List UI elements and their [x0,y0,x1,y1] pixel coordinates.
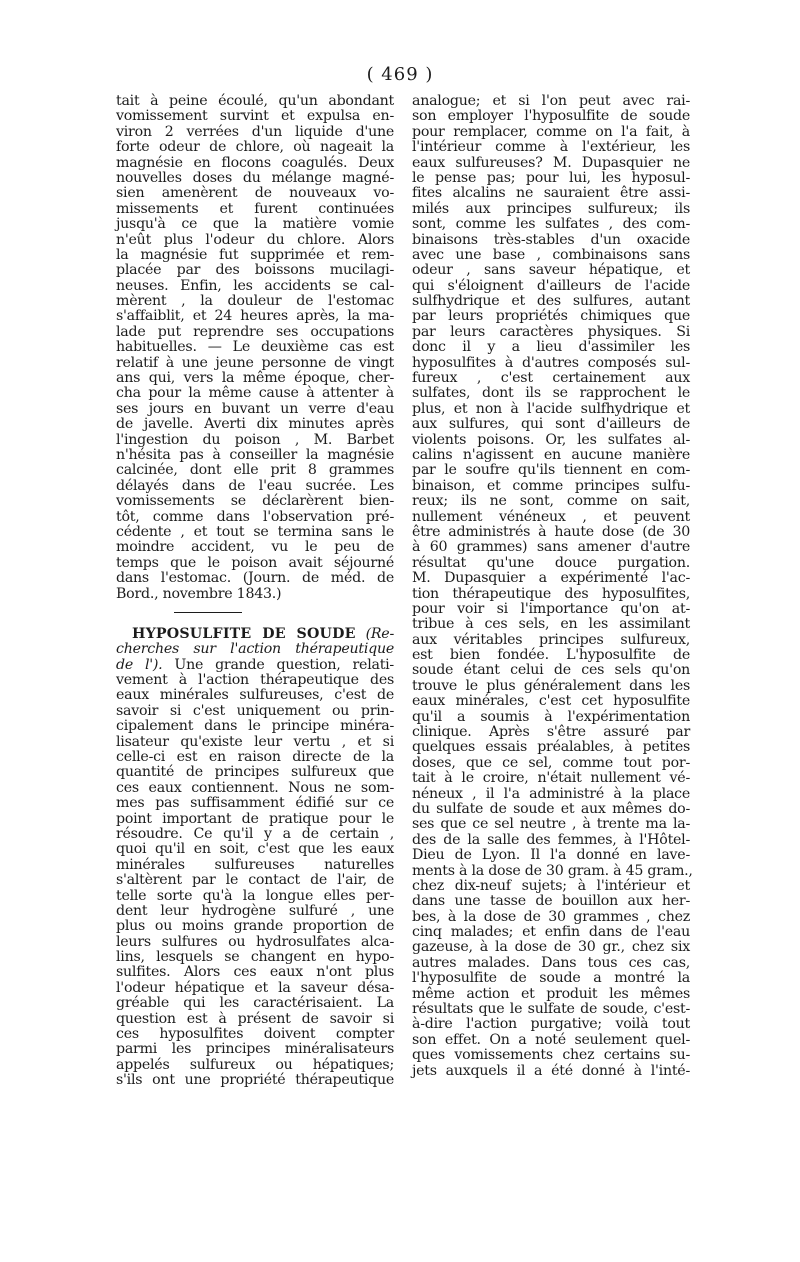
text-line: binaison, et comme principes sulfu- [412,477,690,494]
text-line: calins n'agissent en aucune manière [412,446,690,463]
text-line: donc il y a lieu d'assimiler les [412,339,690,356]
right-column [412,93,693,1079]
text-line: quantité de principes sulfureux que [116,764,394,781]
section-heading-line-1 [116,627,394,642]
text-line: lade put reprendre ses occupations [116,323,394,340]
text-line: néneux , il l'a administré à la place [412,785,690,802]
text-line: n'eût plus l'odeur du chlore. Alors [116,231,394,248]
text-line: Bord., novembre 1843.) [116,585,282,602]
text-line: son effet. On a noté seulement quel- [412,1031,690,1048]
text-line: eaux minérales, c'est cet hyposulfite [412,693,690,710]
text-line: l'odeur hépatique et la saveur désa- [116,979,394,996]
text-line: la magnésie fut supprimée et rem- [116,246,394,263]
text-line: forte odeur de chlore, où nageait la [116,139,394,156]
text-line: plus, et non à l'acide sulfhydrique et [412,400,690,417]
text-line: quoi qu'il en soit, c'est que les eaux [116,841,394,858]
text-line-content: Une grande question, relati- [174,656,394,673]
text-line: soude étant celui de ces sels qu'on [412,662,690,679]
text-line: lins, lesquels se changent en hypo- [116,949,394,966]
text-line: tribue à ces sels, en les assimilant [412,616,690,633]
text-line: doses, que ce sel, comme tout por- [412,754,690,771]
section-divider [174,612,242,613]
text-line: calcinée, dont elle prit 8 grammes [116,462,394,479]
text-line: dans l'estomac. (Journ. de méd. de [116,570,394,587]
text-line: même action et produit les mêmes [412,985,690,1002]
text-line: le pense pas; pour lui, les hyposul- [412,169,690,186]
text-line: odeur , sans saveur hépatique, et [412,262,690,279]
text-line: analogue; et si l'on peut avec rai- [412,93,690,109]
text-line: ces hyposulfites doivent compter [116,1026,394,1043]
text-line: gréable qui les caractérisaient. La [116,995,394,1012]
text-line: moindre accident, vu le peu de [116,539,394,556]
text-line: ans qui, vers la même époque, cher- [116,370,394,387]
text-line: s'affaiblit, et 24 heures après, la ma- [116,308,394,325]
text-line: de javelle. Averti dix minutes après [116,416,394,433]
text-line: M. Dupasquier a expérimenté l'ac- [412,570,690,587]
text-line: dent leur hydrogène sulfuré , une [116,902,394,919]
text-line: cédente , et tout se termina sans le [116,523,394,540]
text-line: viron 2 verrées d'un liquide d'une [116,123,394,140]
text-line: fites alcalins ne sauraient être assi- [412,185,690,202]
text-line: savoir si c'est uniquement ou prin- [116,702,394,719]
text-line: reux; ils ne sont, comme on sait, [412,493,690,510]
left-paragraph-continuation [116,94,394,602]
text-line: mèrent , la douleur de l'estomac [116,293,394,310]
text-line: l'ingestion du poison , M. Barbet [116,431,394,448]
text-line: magnésie en flocons coagulés. Deux [116,154,394,171]
text-line: temps que le poison avait séjourné [116,554,394,571]
text-line: nouvelles doses du mélange magné- [116,169,394,186]
text-line: pour remplacer, comme on l'a fait, à [412,123,690,140]
text-line: milés aux principes sulfureux; ils [412,200,690,217]
text-line: s'ils ont une propriété thérapeutique [116,1072,394,1089]
text-line: relatif à une jeune personne de vingt [116,354,394,371]
text-line: par leurs propriétés chimiques que [412,308,690,325]
text-line: hyposulfites à d'autres composés sul- [412,354,690,371]
text-line: ses jours en buvant un verre d'eau [116,400,394,417]
text-line: eaux sulfureuses? M. Dupasquier ne [412,154,690,171]
text-line: missements et furent continuées [116,200,394,217]
text-line: eaux minérales sulfureuses, c'est de [116,687,394,704]
text-line: pour voir si l'importance qu'on at- [412,600,690,617]
text-line: ses que ce sel neutre , à trente ma la- [412,816,690,833]
text-line: s'altèrent par le contact de l'air, de [116,872,394,889]
text-line: des de la salle des femmes, à l'Hôtel- [412,831,690,848]
text-line: lisateur qu'existe leur vertu , et si [116,733,394,750]
text-line: à 60 grammes) sans amener d'autre [412,539,690,556]
text-line: celle-ci est en raison directe de la [116,749,394,766]
text-line: résultats que le sulfate de soude, c'est- [412,1001,690,1018]
text-line: Dieu de Lyon. Il l'a donné en lave- [412,847,690,864]
text-line: jets auxquels il a été donné à l'inté- [412,1062,690,1079]
text-line: ces eaux contiennent. Nous ne som- [116,779,394,796]
text-line: plus ou moins grande proportion de [116,918,394,935]
left-paragraph-hyposulfite [116,658,394,1089]
text-line: placée par des boissons mucilagi- [116,262,394,279]
text-line: ques vomissements chez certains su- [412,1047,690,1064]
text-line: telle sorte qu'à la longue elles per- [116,887,394,904]
text-line: est bien fondée. L'hyposulfite de [412,647,690,664]
text-line: autres malades. Dans tous ces cas, [412,954,690,971]
text-line: violents poisons. Or, les sulfates al- [412,431,690,448]
text-line: habituelles. — Le deuxième cas est [116,339,394,356]
text-line: gazeuse, à la dose de 30 gr., chez six [412,939,690,956]
text-line: vomissement survint et expulsa en- [116,108,394,125]
text-line: parmi les principes minéralisateurs [116,1041,394,1058]
text-line: dans une tasse de bouillon aux her- [412,893,690,910]
text-line: avec une base , combinaisons sans [412,246,690,263]
text-line: bes, à la dose de 30 grammes , chez [412,908,690,925]
text-line: vomissements se déclarèrent bien- [116,493,394,510]
text-line: cipalement dans le principe minéra- [116,718,394,735]
text-line: binaisons très-stables d'un oxacide [412,231,690,248]
text-line: jusqu'à ce que la matière vomie [116,216,394,233]
text-line: sont, comme les sulfates , des com- [412,216,690,233]
section-heading-title: HYPOSULFITE DE SOUDE [132,625,356,642]
text-line: aux véritables principes sulfureux, [412,631,690,648]
section-heading-subtitle-start: (Re- [365,625,394,642]
text-line: cinq malades; et enfin dans de l'eau [412,924,690,941]
text-line: être administrés à haute dose (de 30 [412,523,690,540]
text-line: à-dire l'action purgative; voilà tout [412,1016,690,1033]
text-line: l'hyposulfite de soude a montré la [412,970,690,987]
text-line: vement à l'action thérapeutique des [116,672,394,689]
right-paragraph [412,93,693,1079]
section-heading-line-2 [116,642,394,657]
text-line: point important de pratique pour le [116,810,394,827]
text-line: cha pour la même cause à attenter à [116,385,394,402]
text-line: qu'il a soumis à l'expérimentation [412,708,690,725]
text-line: nullement vénéneux , et peuvent [412,508,690,525]
text-line: fureux , c'est certainement aux [412,370,690,387]
text-line: sulfates, dont ils se rapprochent le [412,385,690,402]
text-line: par le soufre qu'ils tiennent en com- [412,462,690,479]
text-line: résoudre. Ce qu'il y a de certain , [116,825,394,842]
text-line: sulfhydrique et des sulfures, autant [412,293,690,310]
text-line: appelés sulfureux ou hépatiques; [116,1056,394,1073]
text-line: chez dix-neuf sujets; à l'intérieur et [412,877,690,894]
text-line: trouve le plus généralement dans les [412,677,690,694]
text-line: quelques essais préalables, à petites [412,739,690,756]
text-line: qui s'éloignent d'ailleurs de l'acide [412,277,690,294]
page-number: ( 469 ) [366,64,434,85]
text-line: sien amenèrent de nouveaux vo- [116,185,394,202]
section-heading-subtitle-end: de l'). [116,656,163,673]
text-line: n'hésita pas à conseiller la magnésie [116,446,394,463]
left-column [116,94,394,1089]
text-line: leurs sulfures ou hydrosulfates alca- [116,933,394,950]
text-line [116,658,394,673]
section-heading-subtitle: cherches sur l'action thérapeutique [116,641,394,658]
text-line: minérales sulfureuses naturelles [116,856,394,873]
text-line: délayés dans de l'eau sucrée. Les [116,477,394,494]
text-line: son employer l'hyposulfite de soude [412,108,690,125]
text-line: tôt, comme dans l'observation pré- [116,508,394,525]
text-line: aux sulfures, qui sont d'ailleurs de [412,416,690,433]
text-line: tion thérapeutique des hyposulfites, [412,585,690,602]
text-line: tait à peine écoulé, qu'un abondant [116,93,394,109]
text-line: par leurs caractères physiques. Si [412,323,690,340]
text-line: l'intérieur comme à l'extérieur, les [412,139,690,156]
text-line: tait à le croire, n'était nullement vé- [412,770,690,787]
text-line: clinique. Après s'être assuré par [412,724,690,741]
text-line: sulfites. Alors ces eaux n'ont plus [116,964,394,981]
text-line: ments à la dose de 30 gram. à 45 gram., [412,862,693,879]
text-line: du sulfate de soude et aux mêmes do- [412,800,690,817]
text-line: question est à présent de savoir si [116,1010,394,1027]
text-line: résultat qu'une douce purgation. [412,554,690,571]
text-line: neuses. Enfin, les accidents se cal- [116,277,394,294]
text-line: mes pas suffisamment édifié sur ce [116,795,394,812]
